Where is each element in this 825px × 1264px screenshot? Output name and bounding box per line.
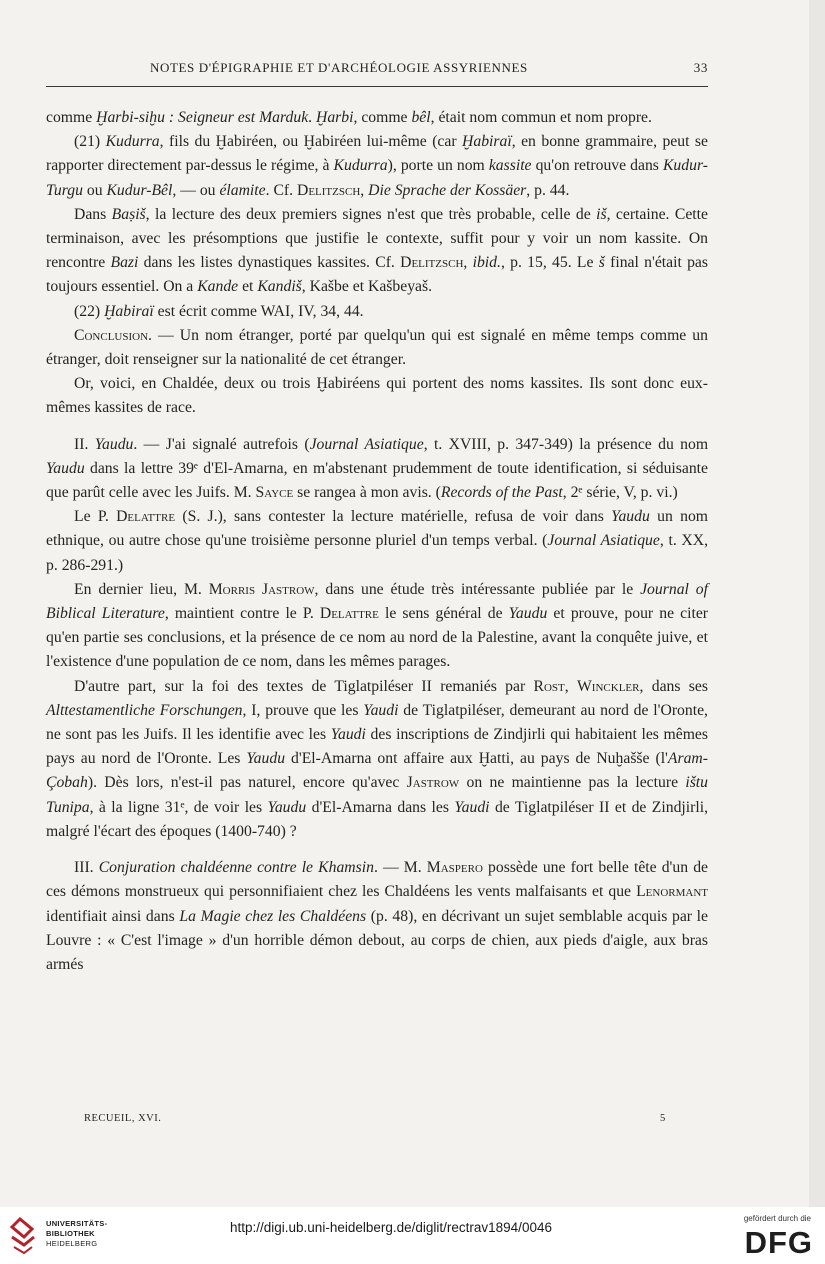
text-run: , maintient contre le P. (164, 605, 320, 623)
italic-run: Ḫabiraï (104, 302, 154, 320)
italic-run: Alttestamentliche Forschungen (46, 701, 243, 719)
library-name-line: HEIDELBERG (46, 1239, 98, 1248)
running-title: NOTES D'ÉPIGRAPHIE ET D'ARCHÉOLOGIE ASSYRIENNES (150, 60, 528, 75)
paragraph (46, 675, 708, 844)
text-run: , (463, 254, 473, 272)
text-run: dans la lettre 39ᵉ d'El-Amarna, en m'abstenant prudemment de toute identification, si séduisante que parût celle avec les Juifs. M. (46, 459, 708, 502)
italic-run: Yaudu (611, 508, 650, 526)
text-run: , Kašbe et Kašbeyaš. (301, 278, 433, 296)
italic-run: La Magie chez les Chaldéens (179, 907, 367, 925)
text-run: dans les listes dynastiques kassites. Cf. (138, 254, 401, 272)
text-run: . — M. (373, 859, 427, 877)
italic-run: Yaudu (267, 798, 307, 816)
text-run: , était nom commun et nom propre. (430, 109, 652, 126)
permalink-url[interactable]: http://digi.ub.uni-heidelberg.de/diglit/rectrav1894/0046 (230, 1220, 552, 1235)
italic-run: élamite (219, 181, 266, 199)
italic-run: ibid. (472, 254, 501, 272)
paragraph (46, 505, 708, 578)
small-caps-run: Delattre (116, 508, 176, 526)
italic-run: Kande (197, 278, 239, 296)
small-caps-run: Sayce (255, 484, 294, 502)
text-run: III. (74, 859, 99, 877)
text-run: , (360, 181, 369, 199)
text-run: ou (82, 181, 107, 199)
text-run: , p. 44. (526, 181, 570, 199)
italic-run: kassite (488, 157, 532, 175)
sponsor-note: gefördert durch die (743, 1214, 811, 1223)
italic-run: Yaudi (330, 726, 366, 744)
library-name[interactable] (46, 1219, 107, 1249)
text-run: ), porte un nom (387, 157, 489, 175)
text-run: , 2ᵉ série, V, p. vi.) (562, 484, 678, 502)
text-run: . (308, 109, 316, 126)
sheet-number: 5 (660, 1113, 666, 1124)
text-run: (21) (74, 133, 106, 151)
text-run: un nom ethnique, ou autre chose qu'une troisième personne pluriel d'un temps verbal. ( (46, 508, 709, 550)
italic-run: š (598, 254, 605, 272)
small-caps-run: Morris Jastrow (208, 580, 315, 598)
italic-run: Yaudi (363, 701, 399, 719)
text-run: possède une fort belle tête d'un de ces démons monstrueux qui personnifiaient chez les Chaldéens les vents malfaisants et que (46, 859, 708, 901)
text-run: se rangea à mon avis. ( (293, 484, 441, 502)
viewer-bar (0, 1207, 825, 1264)
text-run: (22) (74, 302, 105, 320)
text-run: , certaine. Cette terminaison, avec les présomptions que justifie le contexte, suffit pour y voir un nom kassite. On rencontre (46, 205, 708, 272)
text-run: , I, prouve que les (242, 701, 364, 719)
section-paragraph (46, 433, 708, 506)
paragraph (46, 300, 708, 324)
italic-run: Bazi (110, 254, 139, 272)
italic-run: Yaudi (454, 798, 490, 816)
paragraph (46, 203, 708, 300)
text-run: qu'on retrouve dans (531, 157, 663, 175)
header-rule (46, 86, 708, 87)
text-run: comme (46, 109, 97, 126)
text-run: le sens général de (378, 605, 509, 623)
small-caps-run: Delitzsch (297, 181, 361, 199)
text-run: de Tiglatpiléser, demeurant au nord de l'Oronte, ne sont pas les Juifs. Il les identifie avec les (46, 701, 708, 744)
italic-run: Kudurra (333, 157, 388, 175)
italic-run: Kandiš (257, 278, 302, 296)
italic-run: ištu Tunipa (46, 774, 709, 816)
italic-run: Yaudu (46, 459, 85, 477)
text-run: , à la ligne 31ᵉ, de voir les (89, 798, 268, 816)
text-run: , (564, 677, 577, 695)
text-run: . — Un nom étranger, porté par quelqu'un qui est signalé en même temps comme un étranger, doit renseigner sur la nationalité de cet étranger. (46, 326, 708, 369)
small-caps-run: Conclusion (74, 326, 149, 344)
italic-run: Baṣiš (111, 205, 146, 223)
text-run: , p. 15, 45. Le (500, 254, 599, 272)
small-caps-run: Delattre (319, 605, 379, 623)
text-run: on ne maintienne pas la lecture (459, 774, 686, 792)
text-run: identifiait ainsi dans (46, 907, 180, 925)
italic-run: Ḫabiraï (462, 133, 512, 151)
text-run: d'El-Amarna dans les (306, 798, 455, 816)
text-run: . — J'ai signalé autrefois ( (133, 435, 310, 453)
text-run: , t. XX, p. 286-291.) (46, 532, 708, 574)
section-paragraph (46, 856, 708, 977)
italic-run: Kudur-Bêl, (106, 181, 177, 199)
italic-run: Kudur-Turgu (46, 157, 708, 199)
library-name-line: BIBLIOTHEK (46, 1229, 95, 1238)
small-caps-run: Rost (533, 677, 565, 695)
body-text (46, 106, 708, 977)
italic-run: Yaudu (246, 750, 286, 768)
italic-run: Journal Asiatique (547, 532, 660, 550)
italic-run: Yaudu (508, 605, 548, 623)
text-run: , comme (353, 109, 412, 126)
text-run: Le P. (74, 508, 117, 526)
italic-run: bêl (411, 109, 431, 126)
text-run: D'autre part, sur la foi des textes de Tiglatpiléser II remaniés par (74, 677, 534, 695)
library-logo-icon[interactable] (8, 1215, 38, 1255)
paragraph (46, 372, 708, 420)
paragraph (46, 130, 708, 203)
text-run: est écrit comme WAI, IV, 34, 44. (153, 302, 364, 320)
paragraph (46, 324, 708, 372)
text-run: Or, voici, en Chaldée, deux ou trois Ḫabiréens qui portent des noms kassites. Ils sont donc eux-mêmes kassites de race. (46, 375, 708, 417)
italic-run: iš (596, 205, 607, 223)
italic-run: Die Sprache der Kossäer (368, 181, 527, 199)
library-name-line: UNIVERSITÄTS- (46, 1219, 108, 1228)
running-head (46, 60, 708, 80)
text-run: de Tiglatpiléser II et de Zindjirli, malgré l'écart des époques (1400-740) ? (46, 798, 708, 840)
text-run: , dans une étude très intéressante publiée par le (314, 580, 641, 598)
page-number: 33 (693, 60, 708, 75)
small-caps-run: Winckler (577, 677, 640, 695)
text-run: d'El-Amarna ont affaire aux Ḫatti, au pays de Nuḫašše (l' (285, 750, 668, 768)
text-run: , t. XVIII, p. 347-349) la présence du nom (423, 435, 709, 453)
text-run: final n'était pas toujours essentiel. On a (46, 254, 709, 296)
italic-run: Yaudu (94, 435, 134, 453)
text-run: et (238, 278, 258, 296)
text-run: En dernier lieu, M. (74, 580, 209, 598)
text-run: des inscriptions de Zindjirli qui habitaient les mêmes pays au nord de l'Oronte. Les (46, 726, 708, 768)
text-run: II. (74, 435, 95, 453)
text-run: , fils du Ḫabiréen, ou Ḫabiréen lui-même (car (159, 133, 463, 151)
small-caps-run: Lenormant (636, 883, 708, 901)
paragraph (46, 106, 708, 130)
small-caps-run: Maspero (426, 859, 483, 877)
text-run: . Cf. (265, 181, 297, 199)
italic-run: Ḫarbi (316, 109, 354, 126)
text-run: (p. 48), en décrivant un sujet semblable acquis par le Louvre : « C'est l'image » d'un horrible démon debout, au corps de chien, aux pieds d'aigle, aux bras armés (46, 907, 709, 973)
text-run: , dans ses (639, 677, 708, 695)
text-run: (S. J.), sans contester la lecture matérielle, refusa de voir dans (175, 508, 612, 526)
italic-run: Journal Asiatique (309, 435, 424, 453)
text-run: ). Dès lors, n'est-il pas naturel, encore qu'avec (87, 774, 407, 792)
small-caps-run: Delitzsch (400, 254, 464, 272)
text-run: et prouve, pour ne citer qu'en partie ses conclusions, et la présence de ce nom au nord de la Palestine, avant la conquête juive, et l'existence d'une population de ce nom, dans les mêmes parages. (46, 605, 709, 671)
italic-run: Aram-Çobah (46, 750, 708, 792)
italic-run: Ḫarbi-siḫu : Seigneur est Marduk (96, 109, 309, 126)
text-run: , la lecture des deux premiers signes n'est que très probable, celle de (145, 205, 597, 223)
italic-run: Kudurra (105, 133, 160, 151)
paragraph (46, 578, 708, 675)
italic-run: Records of the Past (440, 484, 563, 502)
italic-run: Journal of Biblical Literature (46, 580, 708, 623)
text-run: , en bonne grammaire, peut se rapporter directement par-dessus le régime, à (46, 133, 708, 175)
printer-signature: RECUEIL, XVI. (84, 1113, 162, 1124)
page-edge-shadow (809, 0, 825, 1207)
text-run: Dans (74, 205, 112, 223)
text-run: — ou (176, 181, 220, 199)
italic-run: Conjuration chaldéenne contre le Khamsin (98, 859, 374, 877)
small-caps-run: Jastrow (406, 774, 460, 792)
dfg-logo[interactable]: DFG (744, 1225, 813, 1260)
